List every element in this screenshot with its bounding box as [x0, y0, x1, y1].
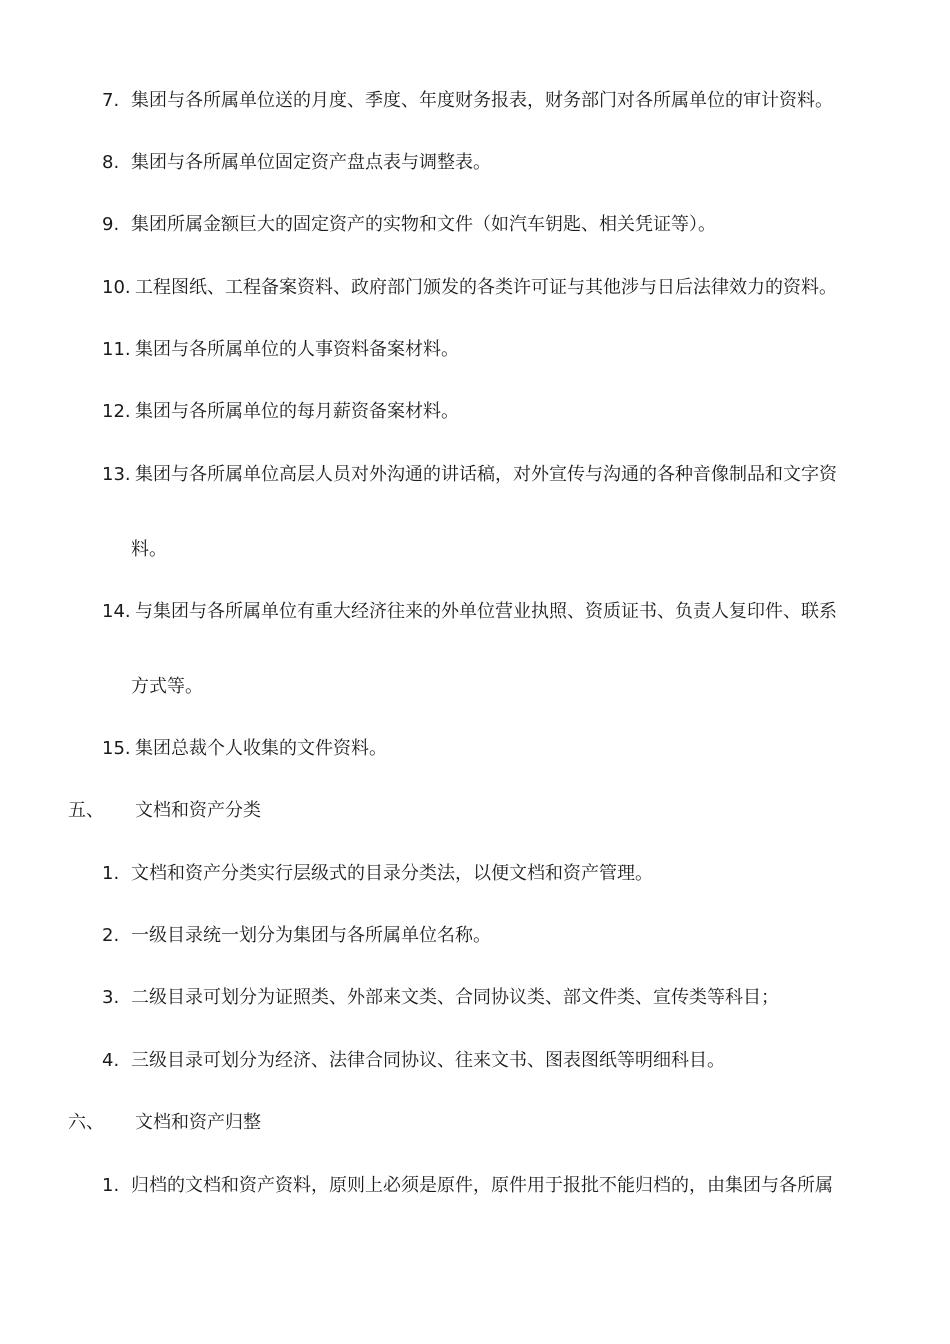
list-item-number: 14. [102, 601, 131, 622]
list-item-text: 与集团与各所属单位有重大经济往来的外单位营业执照、资质证书、负责人复印件、联系 [135, 601, 837, 622]
list-item-text: 集团与各所属单位的每月薪资备案材料。 [135, 401, 459, 422]
section-number: 六、 [68, 1112, 104, 1133]
list-item-text: 工程图纸、工程备案资料、政府部门颁发的各类许可证与其他涉与日后法律效力的资料。 [135, 277, 837, 298]
list-item-text: 集团与各所属单位的人事资料备案材料。 [135, 339, 459, 360]
list-item-text: 集团所属金额巨大的固定资产的实物和文件（如汽车钥匙、相关凭证等）。 [131, 214, 716, 235]
list-item-text: 三级目录可划分为经济、法律合同协议、往来文书、图表图纸等明细科目。 [131, 1050, 725, 1071]
list-item-text: 集团与各所属单位送的月度、季度、年度财务报表，财务部门对各所属单位的审计资料。 [131, 90, 833, 111]
list-item-text: 二级目录可划分为证照类、外部来文类、合同协议类、部文件类、宣传类等科目； [131, 987, 779, 1008]
list-item-number: 11. [102, 339, 131, 360]
list-item-text: 文档和资产分类实行层级式的目录分类法，以便文档和资产管理。 [131, 863, 653, 884]
list-item-number: 10. [102, 277, 131, 298]
list-item-number: 7. [102, 90, 120, 111]
list-item-number: 1. [102, 863, 120, 884]
list-item-number: 4. [102, 1050, 120, 1071]
list-item-number: 13. [102, 464, 131, 485]
section-title: 文档和资产分类 [135, 800, 261, 821]
section-title: 文档和资产归整 [135, 1112, 261, 1133]
list-item-number: 1. [102, 1175, 120, 1196]
list-item-number: 9. [102, 214, 120, 235]
list-item-text: 归档的文档和资产资料，原则上必须是原件，原件用于报批不能归档的，由集团与各所属 [131, 1175, 833, 1196]
list-item-number: 15. [102, 738, 131, 759]
list-item-text: 集团与各所属单位高层人员对外沟通的讲话稿，对外宣传与沟通的各种音像制品和文字资 [135, 464, 837, 485]
list-item-number: 2. [102, 925, 120, 946]
list-item-text: 集团与各所属单位固定资产盘点表与调整表。 [131, 152, 491, 173]
list-item-number: 3. [102, 987, 120, 1008]
list-item-continuation-text: 料。 [131, 539, 167, 560]
list-item-number: 8. [102, 152, 120, 173]
list-item-continuation-text: 方式等。 [131, 676, 203, 697]
section-number: 五、 [68, 800, 104, 821]
list-item-text: 集团总裁个人收集的文件资料。 [135, 738, 387, 759]
list-item-text: 一级目录统一划分为集团与各所属单位名称。 [131, 925, 491, 946]
list-item-number: 12. [102, 401, 131, 422]
